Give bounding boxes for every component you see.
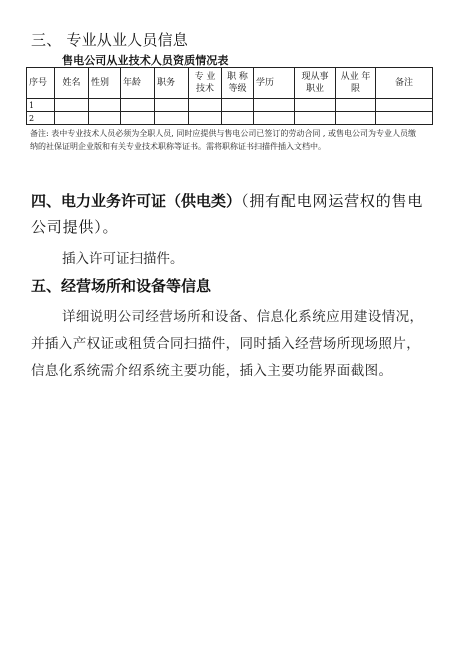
table-cell (121, 99, 155, 112)
table-note: 备注: 表中专业技术人员必须为全职人员, 同时应提供与售电公司已签订的劳动合同 , 或售电公司为专业人员缴纳的社保证明企业版和有关专业技术职称等证书。需将职称证书扫描件插入文档中。 (30, 129, 416, 151)
header-cell: 职 称 等级 (222, 68, 254, 99)
staff-qualification-table (26, 67, 433, 125)
header-cell: 序号 (27, 68, 55, 99)
section4-heading (31, 188, 431, 240)
header-cell: 职务 (155, 68, 189, 99)
table-cell (295, 99, 336, 112)
header-cell: 从业 年限 (336, 68, 376, 99)
header-cell: 性别 (89, 68, 121, 99)
header-cell: 现从事 职业 (295, 68, 336, 99)
table-cell (295, 112, 336, 125)
table-cell (376, 112, 433, 125)
table-cell (155, 112, 189, 125)
header-cell: 专 业 技术 (189, 68, 222, 99)
table-cell (189, 112, 222, 125)
table-cell (254, 99, 295, 112)
table-cell (336, 99, 376, 112)
header-cell: 年龄 (121, 68, 155, 99)
table-header-row (27, 68, 433, 99)
table-row (27, 112, 433, 125)
table-cell (189, 99, 222, 112)
table-cell (336, 112, 376, 125)
table-cell (222, 112, 254, 125)
table-row (27, 99, 433, 112)
table-cell (376, 99, 433, 112)
table-cell (121, 112, 155, 125)
table-cell: 2 (27, 112, 55, 125)
table-cell (55, 112, 89, 125)
table-title: 售电公司从业技术人员资质情况表 (62, 54, 229, 67)
table-cell: 1 (27, 99, 55, 112)
table-cell (89, 112, 121, 125)
section3-heading: 三、 专业从业人员信息 (31, 31, 188, 49)
table-cell (89, 99, 121, 112)
header-cell: 姓名 (55, 68, 89, 99)
license-paragraph: 插入许可证扫描件。 (62, 251, 184, 267)
section5-heading: 五、经营场所和设备等信息 (31, 277, 212, 295)
header-cell: 备注 (376, 68, 433, 99)
table-cell (254, 112, 295, 125)
section4-heading-rest: （拥有配电网运营权的售电公司提供）。 (31, 192, 424, 236)
premises-paragraph: 详细说明公司经营场所和设备、信息化系统应用建设情况，并插入产权证或租赁合同扫描件，同时插入经营场所现场照片，信息化系统需介绍系统主要功能，插入主要功能界面截图。 (31, 309, 424, 379)
header-cell: 学历 (254, 68, 295, 99)
table-cell (222, 99, 254, 112)
table-cell (155, 99, 189, 112)
table-cell (55, 99, 89, 112)
section4-heading-bold: 四、电力业务许可证（供电类） (31, 192, 242, 210)
